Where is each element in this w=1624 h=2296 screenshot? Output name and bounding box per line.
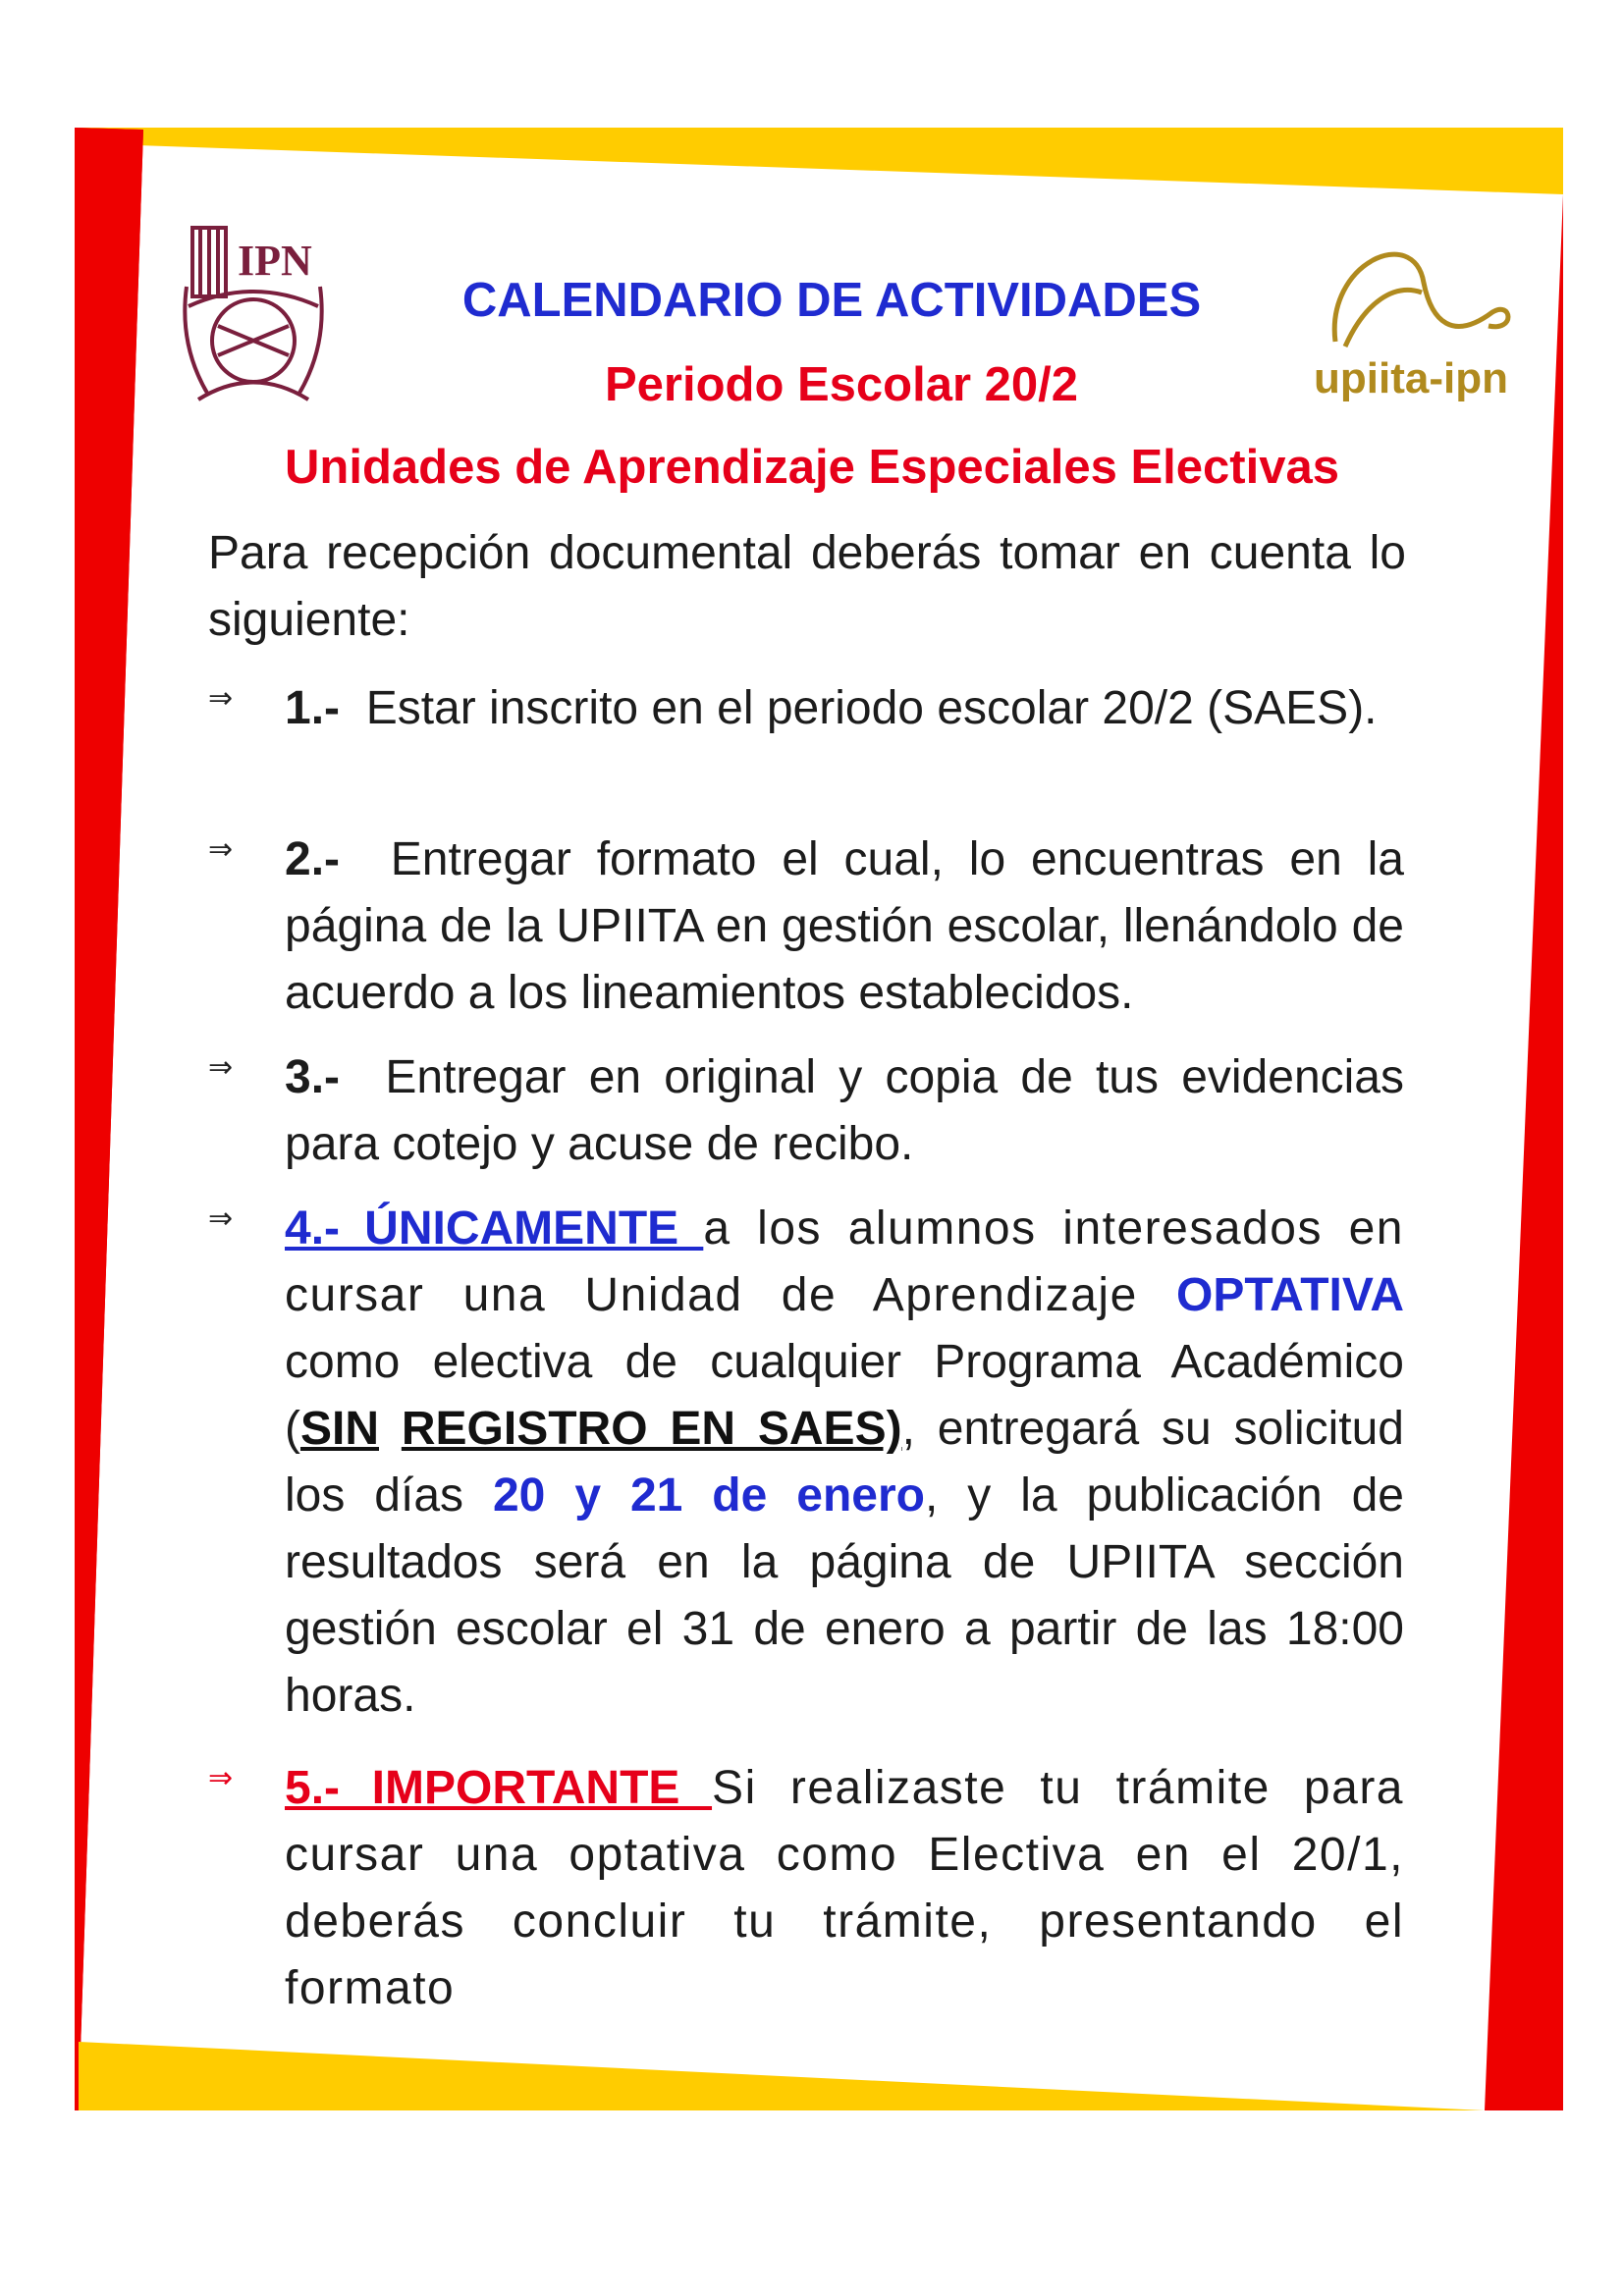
period-heading: Periodo Escolar 20/2 (604, 358, 1079, 411)
item-4-text-1: a los alumnos interesados en cursar una Unidad de Aprendizaje (285, 1202, 1404, 1321)
item-5-lead: 5.- IMPORTANTE (285, 1762, 713, 1814)
upiita-logo-text: upiita-ipn (1314, 354, 1508, 402)
dates-highlight: 20 y 21 de enero (492, 1469, 925, 1522)
item-text: Estar inscrito en el periodo escolar 20/2 (SAES). (365, 682, 1378, 734)
item-5-text: Si realizaste tu trámite para cursar una optativa como Electiva en el 20/1, deberás concluir tu trámite, presentando el formato (285, 1762, 1404, 2014)
registro-highlight: REGISTRO EN SAES) (401, 1403, 902, 1455)
item-number: 1.- (285, 682, 341, 734)
item-4-text-3: , entregará su solicitud los días (285, 1403, 1404, 1522)
item-text: Entregar en original y copia de tus evidencias para cotejo y acuse de recibo. (285, 1051, 1404, 1170)
left-red-band-fill (75, 128, 143, 2110)
item-4-lead: 4.- ÚNICAMENTE (285, 1202, 704, 1255)
item-text: Entregar formato el cual, lo encuentras en la página de la UPIITA en gestión escolar, llenándolo de acuerdo a los lineamientos establecidos. (285, 833, 1404, 1019)
item-4-text-4: , y la publicación de resultados será en la página de UPIITA sección gestión escolar el 31 de enero a partir de las 18:00 horas. (285, 1469, 1404, 1722)
arrow-icon: ⇒ (208, 1762, 234, 1794)
sin-highlight: SIN (299, 1403, 379, 1455)
item-number: 2.- (285, 833, 341, 885)
optativa-highlight: OPTATIVA (1176, 1269, 1404, 1321)
page-title: CALENDARIO DE ACTIVIDADES (461, 274, 1202, 327)
intro-paragraph: Para recepción documental deberás tomar en cuenta lo siguiente: (208, 527, 1406, 646)
subtitle-heading: Unidades de Aprendizaje Especiales Electivas (285, 441, 1339, 494)
arrow-icon: ⇒ (208, 1202, 234, 1235)
ipn-logo-text: IPN (238, 237, 312, 285)
arrow-icon: ⇒ (208, 833, 234, 866)
arrow-icon: ⇒ (208, 682, 234, 715)
item-4-text-2: como electiva de cualquier Programa Académico ( (285, 1336, 1404, 1455)
arrow-icon: ⇒ (208, 1051, 234, 1084)
bottom-yellow-band (79, 2042, 1485, 2110)
item-number: 3.- (285, 1051, 341, 1103)
top-yellow-band (79, 128, 1563, 194)
